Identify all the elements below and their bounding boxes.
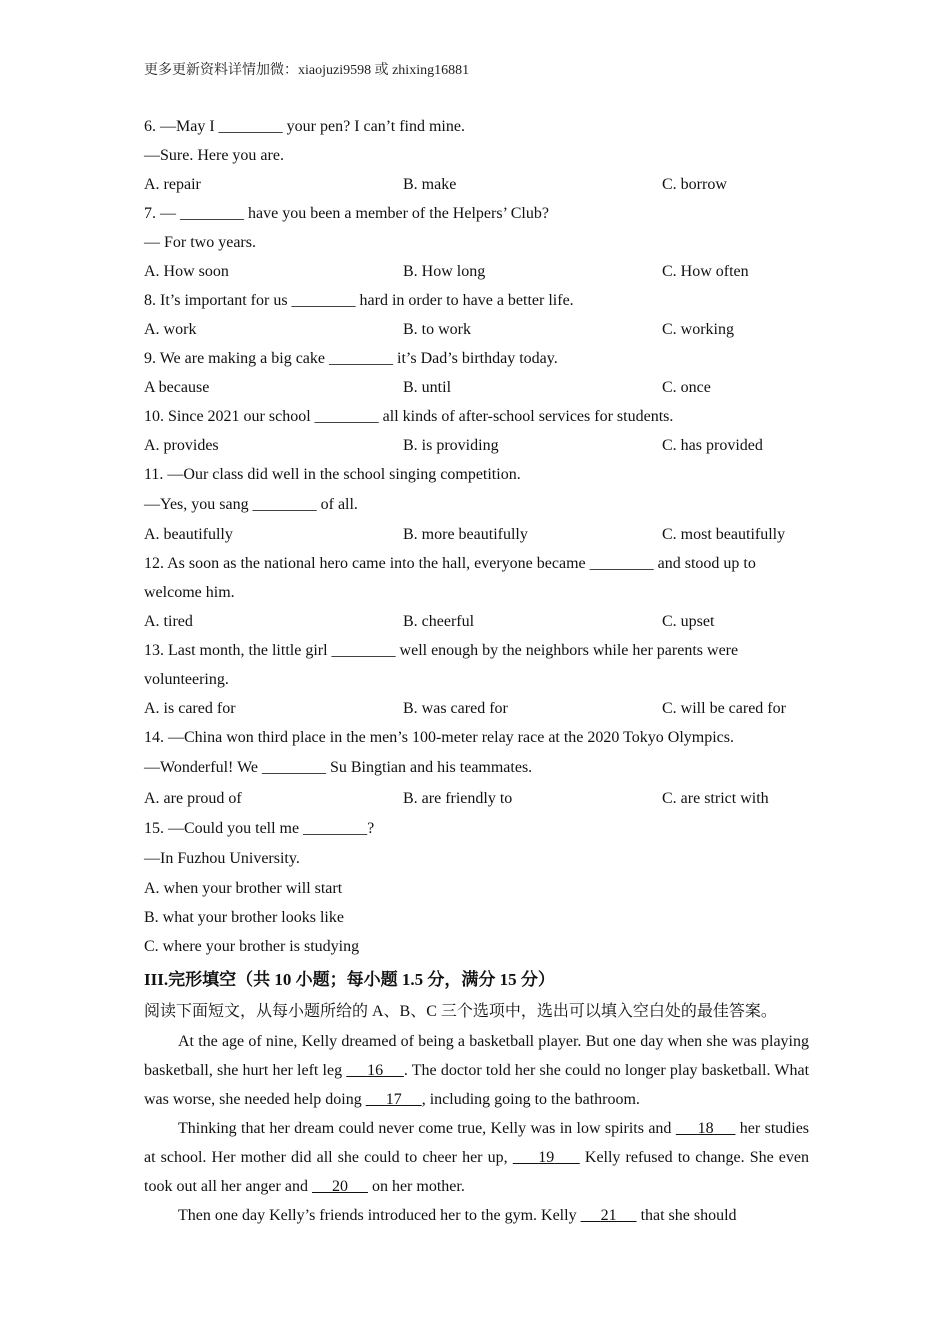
- blank-number: 19: [538, 1149, 555, 1166]
- question-stem: —Sure. Here you are.: [144, 147, 284, 164]
- option-c: C. upset: [662, 613, 715, 630]
- option-c: C. are strict with: [662, 790, 769, 807]
- passage-paragraph-3: [144, 1201, 809, 1230]
- option-c: C. once: [662, 379, 711, 396]
- question-10: [144, 402, 809, 460]
- option-b: B. until: [403, 379, 452, 396]
- question-stem: — For two years.: [144, 234, 256, 251]
- cloze-blank-17: [366, 1091, 422, 1108]
- blank-number: 21: [600, 1207, 617, 1224]
- section-title: III.完形填空（共 10 小题；每小题 1.5 分，满分 15 分）: [144, 970, 555, 989]
- question-stem: 15. —Could you tell me ________?: [144, 820, 375, 837]
- passage-text: that she should: [636, 1207, 737, 1224]
- option-a: A because: [144, 379, 210, 396]
- option-b: B. are friendly to: [403, 790, 513, 807]
- passage-text: on her mother.: [367, 1178, 465, 1195]
- option-c: C. How often: [662, 263, 749, 280]
- blank-number: 18: [697, 1120, 714, 1137]
- question-7: [144, 199, 809, 286]
- options-row: [144, 170, 809, 199]
- blank-number: 16: [367, 1062, 384, 1079]
- question-stem: 9. We are making a big cake ________ it’s Dad’s birthday today.: [144, 350, 558, 367]
- options-row: [144, 373, 809, 402]
- option-a: A. beautifully: [144, 526, 233, 543]
- question-stem: 8. It’s important for us ________ hard in order to have a better life.: [144, 292, 574, 309]
- option-a: A. when your brother will start: [144, 880, 343, 897]
- passage-text: , including going to the bathroom.: [421, 1091, 640, 1108]
- passage-text: At the age of nine, Kelly dreamed of being a basketball player. But one day when she was playing basketball, she hurt her left leg: [144, 1033, 809, 1079]
- option-c: C. working: [662, 321, 734, 338]
- question-stem: 13. Last month, the little girl ________ well enough by the neighbors while her parents were volunteering.: [144, 642, 739, 688]
- cloze-blank-16: [346, 1062, 404, 1079]
- passage-paragraph-1: [144, 1027, 809, 1114]
- options-row: [144, 431, 809, 460]
- blank-number: 20: [331, 1178, 348, 1195]
- option-b: B. How long: [403, 263, 486, 280]
- passage-text: Then one day Kelly’s friends introduced her to the gym. Kelly: [178, 1207, 581, 1224]
- cloze-blank-20: [312, 1178, 368, 1195]
- passage-paragraph-2: [144, 1114, 809, 1201]
- passage-text: . The doctor told her she could no longer play basketball. What was worse, she needed help doing: [144, 1062, 810, 1108]
- option-c: C. borrow: [662, 176, 727, 193]
- question-stem: 11. —Our class did well in the school singing competition.: [144, 466, 521, 483]
- question-14: [144, 723, 809, 814]
- question-stem: 14. —China won third place in the men’s 100-meter relay race at the 2020 Tokyo Olympics.: [144, 729, 734, 746]
- option-a: A. tired: [144, 613, 193, 630]
- passage-text: her studies at school. Her mother did all she could to cheer her up,: [144, 1120, 810, 1166]
- options-row: [144, 315, 809, 344]
- option-a: A. are proud of: [144, 790, 242, 807]
- option-c: C. most beautifully: [662, 526, 786, 543]
- question-13: [144, 636, 809, 723]
- option-b: B. was cared for: [403, 700, 508, 717]
- question-stem: —Wonderful! We ________ Su Bingtian and his teammates.: [144, 759, 533, 776]
- cloze-blank-21: [581, 1207, 637, 1224]
- question-stem: 7. — ________ have you been a member of the Helpers’ Club?: [144, 205, 549, 222]
- option-c: C. has provided: [662, 437, 763, 454]
- cloze-blank-18: [676, 1120, 736, 1137]
- options-row: [144, 783, 809, 814]
- option-c: C. where your brother is studying: [144, 938, 360, 955]
- question-11: [144, 460, 809, 549]
- option-a: A. is cared for: [144, 700, 236, 717]
- question-9: [144, 344, 809, 402]
- question-stem: —In Fuzhou University.: [144, 850, 300, 867]
- options-row: [144, 520, 809, 549]
- question-stem: 6. —May I ________ your pen? I can’t find mine.: [144, 118, 465, 135]
- question-stem: 10. Since 2021 our school ________ all kinds of after-school services for students.: [144, 408, 674, 425]
- option-a: A. provides: [144, 437, 219, 454]
- section-instruction: 阅读下面短文，从每小题所给的 A、B、C 三个选项中，选出可以填入空白处的最佳答案。: [144, 1003, 777, 1020]
- option-a: A. How soon: [144, 263, 229, 280]
- blank-number: 17: [385, 1091, 402, 1108]
- passage-text: Thinking that her dream could never come true, Kelly was in low spirits and: [178, 1120, 676, 1137]
- question-6: [144, 112, 809, 199]
- option-b: B. cheerful: [403, 613, 475, 630]
- question-8: [144, 286, 809, 344]
- cloze-blank-19: [513, 1149, 580, 1166]
- option-c: C. will be cared for: [662, 700, 786, 717]
- options-row: [144, 694, 809, 723]
- question-12: [144, 549, 809, 636]
- passage-text: Kelly refused to change. She even took out all her anger and: [144, 1149, 809, 1195]
- options-row: [144, 257, 809, 286]
- option-b: B. what your brother looks like: [144, 909, 344, 926]
- question-list: [144, 112, 809, 1230]
- question-stem: 12. As soon as the national hero came into the hall, everyone became ________ and stood up to welcome him.: [144, 555, 756, 601]
- option-a: A. repair: [144, 176, 201, 193]
- option-b: B. to work: [403, 321, 471, 338]
- header-note: 更多更新资料详情加微：xiaojuzi9598 或 zhixing16881: [144, 63, 470, 78]
- option-a: A. work: [144, 321, 197, 338]
- question-15: [144, 814, 809, 961]
- option-b: B. make: [403, 176, 457, 193]
- option-b: B. is providing: [403, 437, 499, 454]
- options-row: [144, 607, 809, 636]
- question-stem: —Yes, you sang ________ of all.: [144, 496, 358, 513]
- option-b: B. more beautifully: [403, 526, 528, 543]
